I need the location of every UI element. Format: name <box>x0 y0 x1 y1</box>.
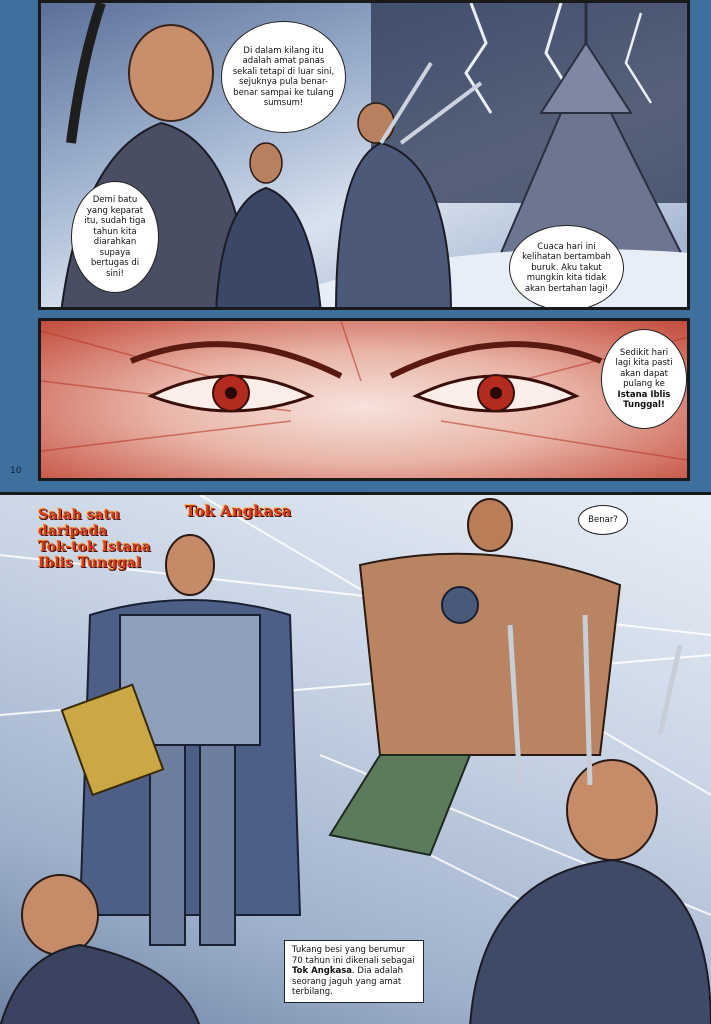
speech-bubble-kilang: Di dalam kilang itu adalah amat panas sekali tetapi di luar sini, sejuknya pula benar-benar sampai ke tulang sumsum! <box>221 21 346 133</box>
page-number: 10 <box>10 466 22 476</box>
speech-bubble-sedikit: Sedikit hari lagi kita pasti akan dapat pulang ke Istana Iblis Tunggal! <box>601 329 687 429</box>
panel2-artwork <box>41 321 690 481</box>
speech-bubble-cuaca: Cuaca hari ini kelihatan bertambah buruk. Aku takut mungkin kita tidak akan bertahan lagi! <box>509 225 624 310</box>
panel-tok-angkasa <box>0 492 711 1024</box>
speech-bubble-benar: Benar? <box>578 505 628 535</box>
character-name-title: Tok Angkasa <box>185 502 292 520</box>
narration-caption: Tukang besi yang berumur 70 tahun ini dikenali sebagai Tok Angkasa. Dia adalah seorang jaguh yang amat terbilang. <box>284 940 424 1003</box>
intro-caption: Salah satu daripada Tok-tok Istana Iblis Tunggal <box>38 507 151 571</box>
panel-eyes-closeup <box>38 318 690 481</box>
panel-fortress-guards <box>38 0 690 310</box>
speech-bubble-demi: Demi batu yang keparat itu, sudah tiga tahun kita diarahkan supaya bertugas di sini! <box>71 181 159 293</box>
